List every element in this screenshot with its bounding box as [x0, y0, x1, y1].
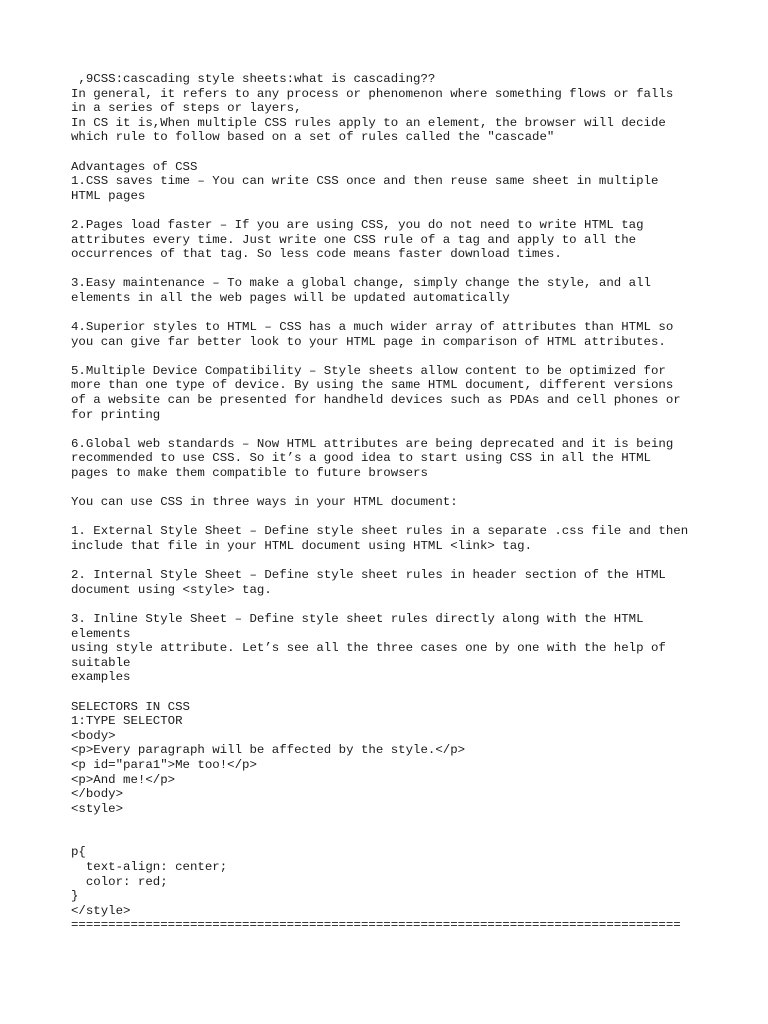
document-line: 4.Superior styles to HTML – CSS has a much wider array of attributes than HTML so — [71, 320, 674, 335]
document-line: 3.Easy maintenance – To make a global change, simply change the style, and all — [71, 276, 651, 291]
document-line: more than one type of device. By using the same HTML document, different versions — [71, 378, 674, 393]
document-line: include that file in your HTML document using HTML <link> tag. — [71, 539, 533, 553]
document-line: 5.Multiple Device Compatibility – Style sheets allow content to be optimized for — [71, 363, 666, 378]
document-line — [71, 349, 731, 364]
document-line: 3. Inline Style Sheet – Define style sheet rules directly along with the HTML — [71, 611, 644, 626]
document-line — [71, 145, 731, 160]
document-line: pages to make them compatible to future browsers — [71, 466, 428, 481]
document-line: elements — [71, 626, 131, 641]
document-line: which rule to follow based on a set of rules called the "cascade" — [71, 130, 555, 145]
document-line: <style> — [71, 801, 124, 816]
document-line: p{ — [71, 845, 86, 860]
document-line — [71, 422, 731, 437]
document-line — [71, 510, 731, 525]
document-line: HTML pages — [71, 188, 146, 203]
document-line: examples — [71, 670, 131, 685]
document-line — [71, 816, 731, 831]
document-line: color: red; — [71, 874, 168, 889]
document-line: you can give far better look to your HTML page in comparison of HTML attributes. — [71, 334, 666, 349]
document-line: <body> — [71, 728, 116, 743]
document-line: in a series of steps or layers, — [71, 101, 302, 116]
document-line: for printing — [71, 407, 161, 422]
document-line — [71, 203, 731, 218]
document-line: of a website can be presented for handheld devices such as PDAs and cell phones or — [71, 393, 681, 408]
document-line: elements in all the web pages will be updated automatically — [71, 290, 510, 305]
document-line: } — [71, 889, 79, 904]
document-line: </body> — [71, 787, 124, 802]
document-line — [71, 306, 731, 321]
document-line: ,9CSS:cascading style sheets:what is cascading?? — [71, 72, 436, 86]
document-line: In CS it is,When multiple CSS rules apply to an element, the browser will decide — [71, 115, 666, 130]
document-line: Advantages of CSS — [71, 159, 198, 174]
document-line: 1. External Style Sheet – Define style sheet rules in a separate .css file and then — [71, 524, 689, 539]
document-line — [71, 554, 731, 569]
document-line: attributes every time. Just write one CSS rule of a tag and apply to all the — [71, 232, 637, 247]
document-line: <p id="para1">Me too!</p> — [71, 757, 257, 772]
document-line: SELECTORS IN CSS — [71, 699, 190, 714]
document-line: <p>And me!</p> — [71, 772, 176, 787]
document-line: You can use CSS in three ways in your HTML document: — [71, 495, 458, 510]
document-line: <p>Every paragraph will be affected by the style.</p> — [71, 743, 466, 758]
document-line: recommended to use CSS. So it’s a good idea to start using CSS in all the HTML — [71, 451, 651, 466]
document-line: ================================================================================== — [71, 918, 681, 933]
document-line: </style> — [71, 903, 131, 918]
document-line — [71, 481, 731, 496]
document-line: 2. Internal Style Sheet – Define style sheet rules in header section of the HTML — [71, 568, 666, 583]
document-line: document using <style> tag. — [71, 582, 272, 597]
document-line: using style attribute. Let’s see all the three cases one by one with the help of — [71, 641, 666, 656]
document-line: 1.CSS saves time – You can write CSS once and then reuse same sheet in multiple — [71, 174, 659, 189]
document-line — [71, 597, 731, 612]
document-text — [71, 72, 731, 933]
document-line: text-align: center; — [71, 860, 228, 875]
document-line: 6.Global web standards – Now HTML attributes are being deprecated and it is being — [71, 436, 674, 451]
document-line — [71, 262, 731, 277]
document-line — [71, 831, 731, 846]
document-line: 2.Pages load faster – If you are using CSS, you do not need to write HTML tag — [71, 217, 644, 232]
document-line: occurrences of that tag. So less code means faster download times. — [71, 247, 562, 262]
document-line: suitable — [71, 655, 131, 670]
document-line: 1:TYPE SELECTOR — [71, 714, 183, 729]
document-line — [71, 685, 731, 700]
document-line: In general, it refers to any process or phenomenon where something flows or falls — [71, 86, 674, 101]
